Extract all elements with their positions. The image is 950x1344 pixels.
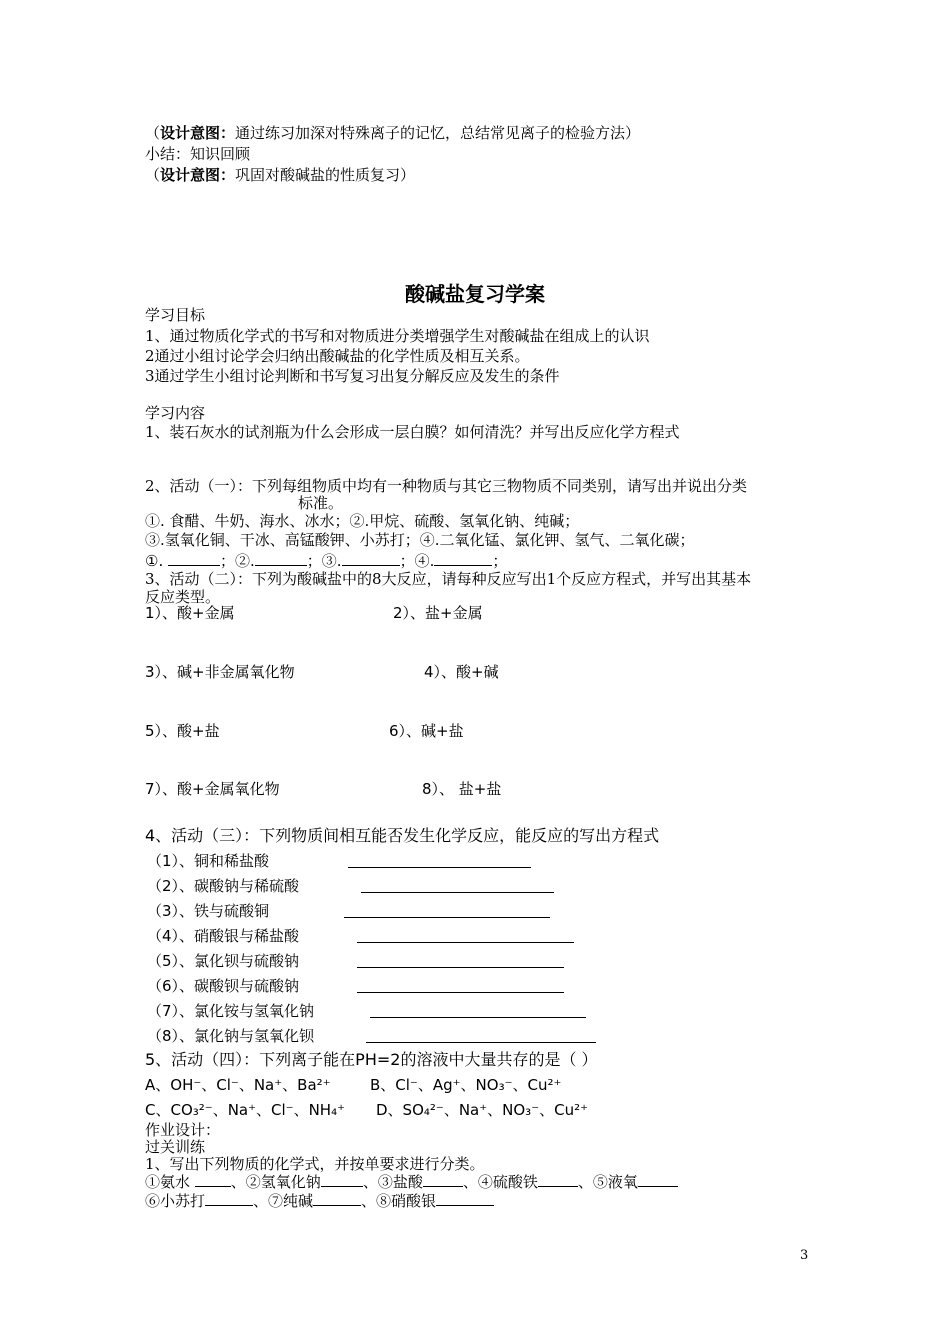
goals-heading: 学习目标 <box>145 306 206 324</box>
reaction-item: 2）、盐+金属 <box>393 604 483 622</box>
blank-label: ； <box>492 552 508 570</box>
goal-item: 3通过学生小组讨论判断和书写复习出复分解反应及发生的条件 <box>145 367 560 385</box>
answer-blank[interactable] <box>638 1172 678 1187</box>
answer-line[interactable] <box>357 966 564 968</box>
open-paren: （ <box>145 166 161 184</box>
activity-1-line-2: 标准。 <box>298 494 344 512</box>
pair-item: （6）、碳酸钡与硫酸钠 <box>147 977 300 995</box>
answer-line[interactable] <box>357 991 564 993</box>
answer-blank[interactable] <box>423 1172 463 1187</box>
answer-blank[interactable] <box>342 551 400 566</box>
homework-heading: 作业设计： <box>145 1121 221 1139</box>
pair-item: （7）、氯化铵与氢氧化钠 <box>147 1002 315 1020</box>
activity-1-groups-1: ①. 食醋、牛奶、海水、冰水；②.甲烷、硫酸、氢氧化钠、纯碱； <box>145 512 580 530</box>
reaction-item: 5）、酸+盐 <box>145 722 220 740</box>
reaction-item: 1）、酸+金属 <box>145 604 235 622</box>
design-intent-label: 设计意图： <box>160 166 236 184</box>
reaction-item: 6）、碱+盐 <box>389 722 464 740</box>
content-heading: 学习内容 <box>145 404 206 422</box>
summary-line: 小结：知识回顾 <box>145 145 251 163</box>
answer-blank[interactable] <box>205 1191 253 1206</box>
design-intent-text: 巩固对酸碱盐的性质复习） <box>235 166 416 184</box>
page-number: 3 <box>800 1248 809 1263</box>
goal-item: 2通过小组讨论学会归纳出酸碱盐的化学性质及相互关系。 <box>145 347 530 365</box>
option-b: B、Cl⁻、Ag⁺、NO₃⁻、Cu²⁺ <box>370 1076 562 1094</box>
answer-blank[interactable] <box>255 551 307 566</box>
blank-label: ；④. <box>399 552 435 570</box>
homework-row-1 <box>145 1172 678 1191</box>
activity-1-answer-blanks <box>145 551 507 570</box>
reaction-item: 8）、 盐+盐 <box>422 780 502 798</box>
homework-question-1: 1、写出下列物质的化学式，并按单要求进行分类。 <box>145 1155 485 1173</box>
blank-label: ；②. <box>220 552 255 570</box>
design-intent-text: 通过练习加深对特殊离子的记忆，总结常见离子的检验方法） <box>235 124 641 142</box>
pair-item: （2）、碳酸钠与稀硫酸 <box>147 877 300 895</box>
answer-blank[interactable] <box>321 1172 363 1187</box>
answer-blank[interactable] <box>434 551 492 566</box>
blank-label: ⑥小苏打 <box>145 1192 206 1210</box>
design-intent-1 <box>145 124 640 142</box>
open-paren: （ <box>145 124 161 142</box>
answer-line[interactable] <box>357 941 574 943</box>
homework-row-2 <box>145 1191 494 1210</box>
reaction-item: 7）、酸+金属氧化物 <box>145 780 280 798</box>
homework-subheading: 过关训练 <box>145 1138 206 1156</box>
pair-item: （4）、硝酸银与稀盐酸 <box>147 927 300 945</box>
answer-blank[interactable] <box>168 551 220 566</box>
answer-blank[interactable] <box>538 1172 578 1187</box>
blank-label: ；③. <box>306 552 342 570</box>
option-d: D、SO₄²⁻、Na⁺、NO₃⁻、Cu²⁺ <box>376 1101 589 1119</box>
pair-item: （3）、铁与硫酸铜 <box>147 902 270 920</box>
activity-1-groups-2: ③.氢氧化铜、干冰、高锰酸钾、小苏打；④.二氧化锰、氯化钾、氢气、二氧化碳； <box>145 531 695 549</box>
option-a: A、OH⁻、Cl⁻、Na⁺、Ba²⁺ <box>145 1076 331 1094</box>
activity-4-heading: 5、活动（四）：下列离子能在PH=2的溶液中大量共存的是（ ） <box>145 1050 598 1069</box>
activity-2-line-2: 反应类型。 <box>145 588 221 606</box>
answer-blank[interactable] <box>313 1191 361 1206</box>
activity-3-heading: 4、活动（三）：下列物质间相互能否发生化学反应，能反应的写出方程式 <box>145 826 660 845</box>
answer-line[interactable] <box>348 866 531 868</box>
activity-1-line-1: 2、活动（一）：下列每组物质中均有一种物质与其它三物物质不同类别，请写出并说出分类 <box>145 477 748 495</box>
blank-label: 、②氢氧化钠 <box>230 1173 321 1191</box>
option-c: C、CO₃²⁻、Na⁺、Cl⁻、NH₄⁺ <box>145 1101 346 1119</box>
design-intent-2 <box>145 166 415 184</box>
pair-item: （5）、氯化钡与硫酸钠 <box>147 952 300 970</box>
reaction-item: 3）、碱+非金属氧化物 <box>145 663 295 681</box>
answer-line[interactable] <box>370 1016 586 1018</box>
design-intent-label: 设计意图： <box>160 124 236 142</box>
blank-label: ①氨水 <box>145 1173 191 1191</box>
answer-line[interactable] <box>366 1041 596 1043</box>
blank-label: 、③盐酸 <box>362 1173 423 1191</box>
activity-2-line-1: 3、活动（二）：下列为酸碱盐中的8大反应，请每种反应写出1个反应方程式，并写出其基本 <box>145 570 752 588</box>
pair-item: （8）、氯化钠与氢氧化钡 <box>147 1027 315 1045</box>
document-title: 酸碱盐复习学案 <box>405 282 545 306</box>
answer-blank[interactable] <box>436 1191 494 1206</box>
blank-label: 、⑧硝酸银 <box>361 1192 437 1210</box>
answer-line[interactable] <box>361 891 554 893</box>
blank-label: ①. <box>145 552 164 570</box>
reaction-item: 4）、酸+碱 <box>424 663 499 681</box>
answer-line[interactable] <box>344 916 550 918</box>
pair-item: （1）、铜和稀盐酸 <box>147 852 270 870</box>
blank-label: 、⑦纯碱 <box>253 1192 314 1210</box>
goal-item: 1、通过物质化学式的书写和对物质进分类增强学生对酸碱盐在组成上的认识 <box>145 327 650 345</box>
question-1: 1、装石灰水的试剂瓶为什么会形成一层白膜？如何清洗？并写出反应化学方程式 <box>145 423 680 441</box>
blank-label: 、④硫酸铁 <box>462 1173 538 1191</box>
blank-label: 、⑤液氧 <box>577 1173 638 1191</box>
answer-blank[interactable] <box>195 1172 231 1187</box>
